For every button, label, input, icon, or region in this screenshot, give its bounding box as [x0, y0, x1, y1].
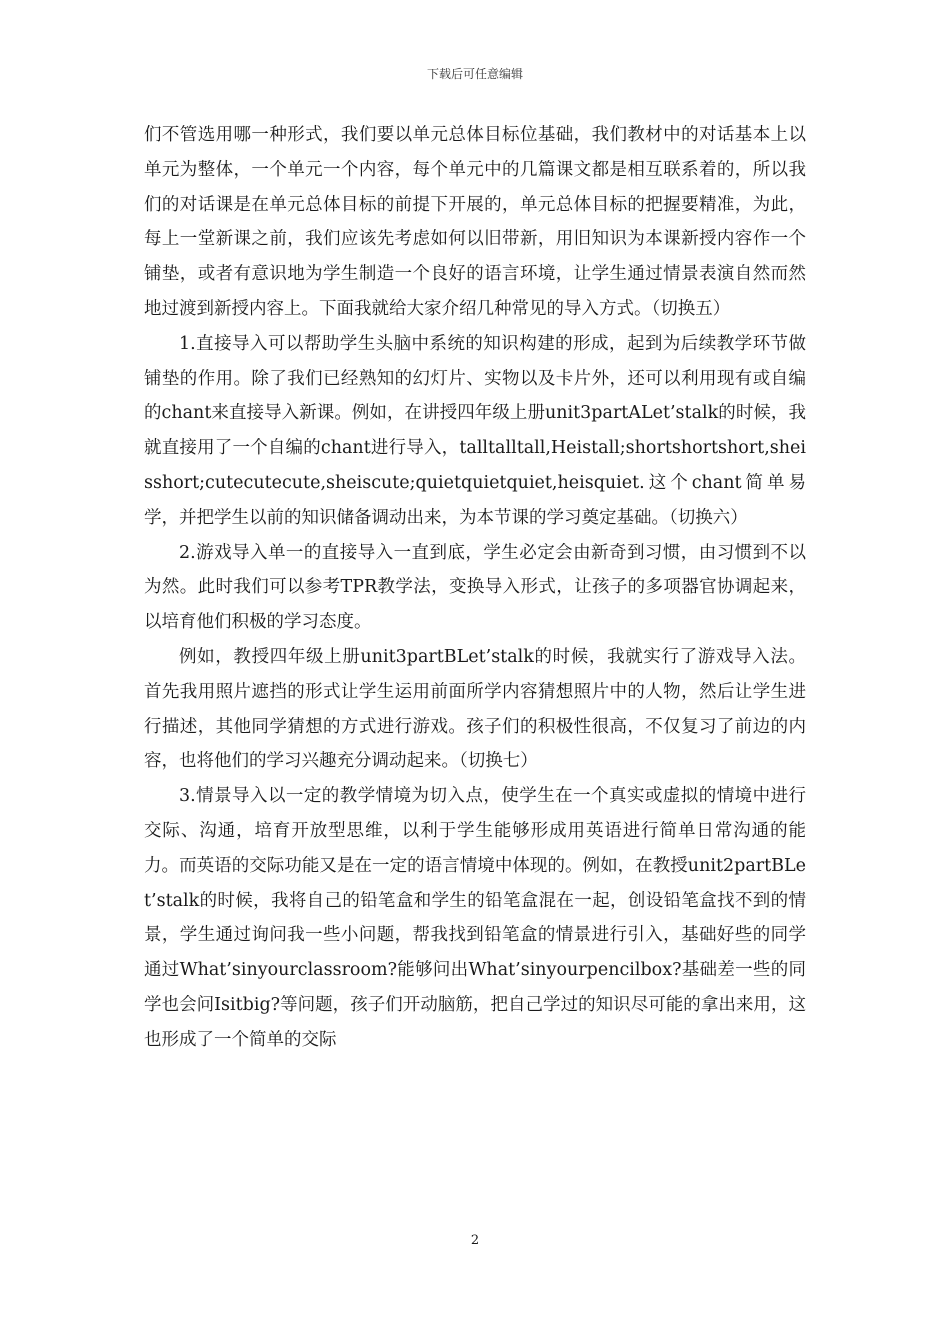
paragraph-intro: 们不管选用哪一种形式，我们要以单元总体目标位基础，我们教材中的对话基本上以单元为整体，一个单元一个内容，每个单元中的几篇课文都是相互联系着的，所以我们的对话课是在单元总体目标的前提下开展的，单元总体目标的把握要精准，为此，每上一堂新课之前，我们应该先考虑如何以旧带新，用旧知识为本课新授内容作一个铺垫，或者有意识地为学生制造一个良好的语言环境，让学生通过情景表演自然而然地过渡到新授内容上。下面我就给大家介绍几种常见的导入方式。（切换五） — [144, 125, 806, 319]
paragraph-game-example: 例如，教授四年级上册unit3partBLet’stalk的时候，我就实行了游戏导入法。首先我用照片遮挡的形式让学生运用前面所学内容猜想照片中的人物，然后让学生进行描述，其他同学猜想的方式进行游戏。孩子们的积极性很高，不仅复习了前边的内容，也将他们的学习兴趣充分调动起来。（切换七） — [144, 646, 806, 772]
page-number: 2 — [470, 1233, 480, 1248]
paragraph-direct-intro: 1.直接导入可以帮助学生头脑中系统的知识构建的形成，起到为后续教学环节做铺垫的作用。除了我们已经熟知的幻灯片、实物以及卡片外，还可以利用现有或自编的chant来直接导入新课。例如，在讲授四年级上册unit3partALet’stalk的时候，我就直接用了一个自编的chant进行导入，talltalltall,Heistall;shortshortshort,sheisshort;cutecutecute,sheiscute;quietquietquiet,heisquiet.这个chant简单易学，并把学生以前的知识储备调动出来，为本节课的学习奠定基础。（切换六） — [144, 333, 806, 528]
page-header-note: 下载后可任意编辑 — [426, 67, 523, 81]
paragraph-game-intro: 2.游戏导入单一的直接导入一直到底，学生必定会由新奇到习惯，由习惯到不以为然。此时我们可以参考TPR教学法，变换导入形式，让孩子的多项器官协调起来，以培育他们积极的学习态度。 — [144, 542, 806, 633]
document-body — [144, 118, 806, 1058]
paragraph-situation-intro: 3.情景导入以一定的教学情境为切入点，使学生在一个真实或虚拟的情境中进行交际、沟通，培育开放型思维，以利于学生能够形成用英语进行简单日常沟通的能力。而英语的交际功能又是在一定的语言情境中体现的。例如，在教授unit2partBLet’stalk的时候，我将自己的铅笔盒和学生的铅笔盒混在一起，创设铅笔盒找不到的情景，学生通过询问我一些小问题，帮我找到铅笔盒的情景进行引入，基础好些的同学通过What’sinyourclassroom?能够问出What’sinyourpencilbox?基础差一些的同学也会问Isitbig?等问题，孩子们开动脑筋，把自己学过的知识尽可能的拿出来用，这也形成了一个简单的交际 — [144, 786, 806, 1050]
